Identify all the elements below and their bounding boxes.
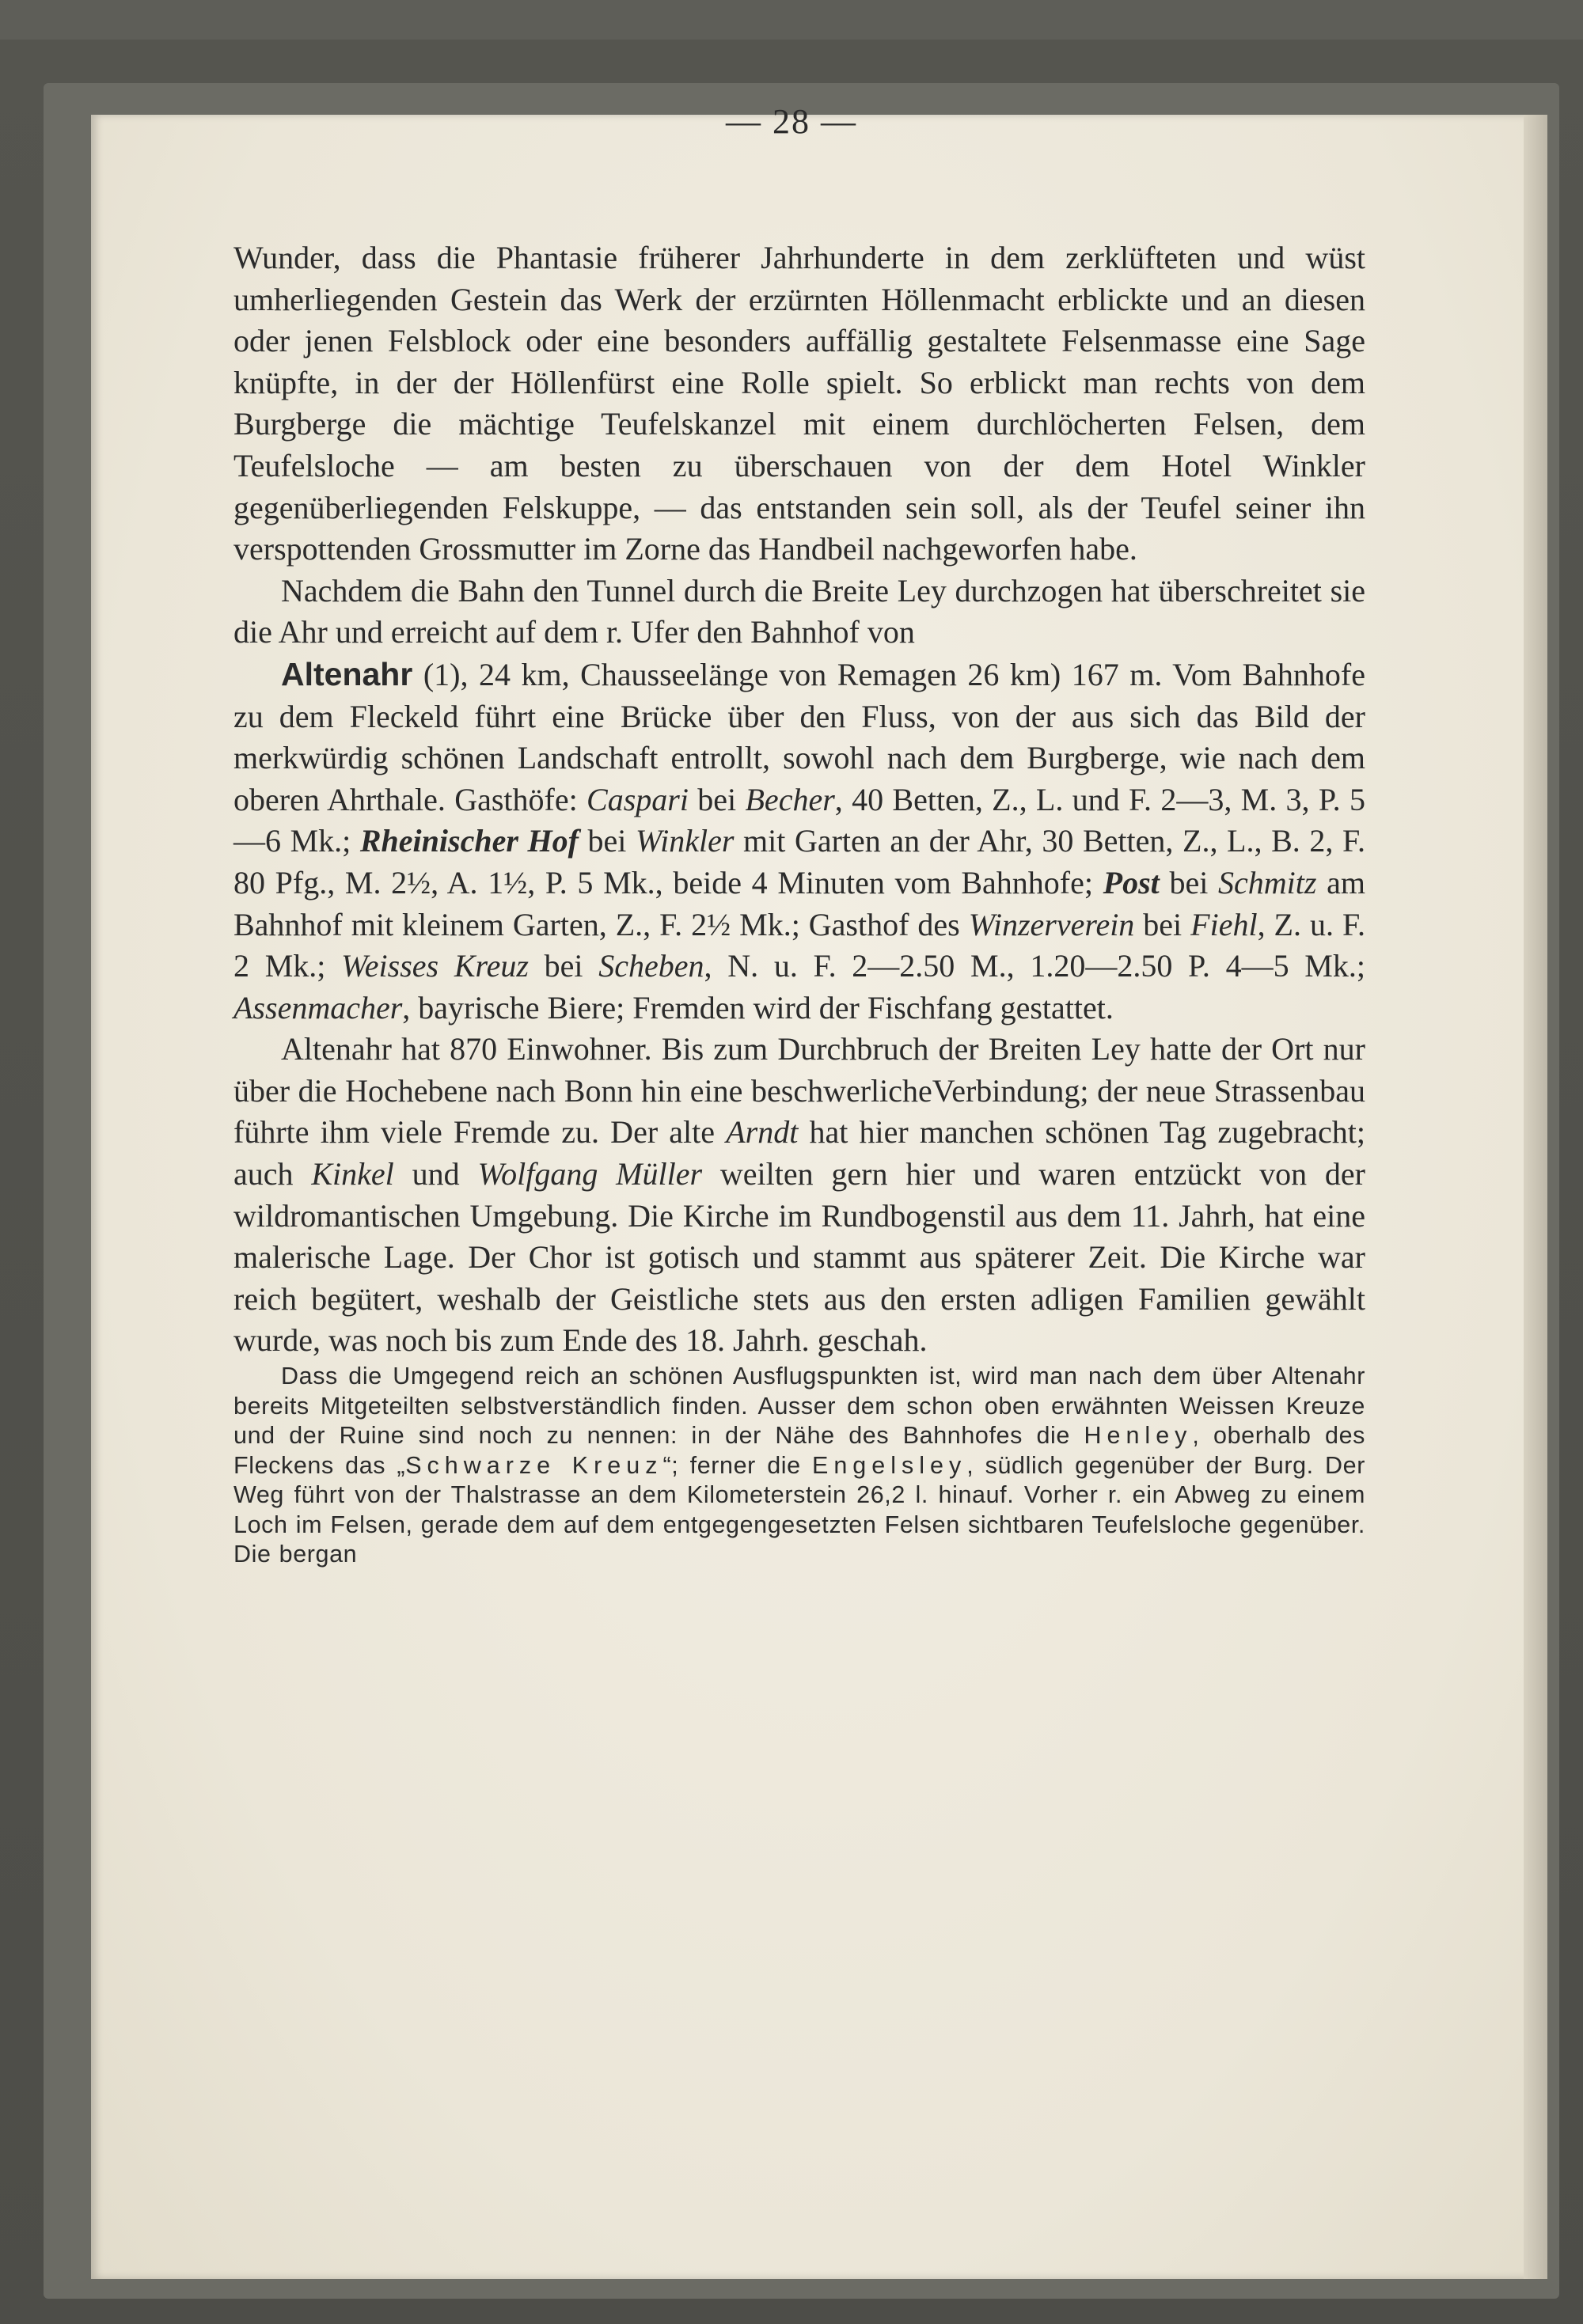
spaced-place-name: Schwarze Kreuz [405,1451,663,1479]
paragraph-5-small: Dass die Umgegend reich an schönen Ausflugspunkten ist, wird man nach dem über Altenahr bereits Mitgeteilten selbstverständlich finden. Ausser dem schon oben erwähnten Weissen Kreuze und der Ruine sind noch zu nennen: in der Nähe des Bahnhofes die Henley, oberhalb des Fleckens das „Schwarze Kreuz“; ferner die Engelsley, südlich gegenüber der Burg. Der Weg führt von der Thalstrasse an dem Kilometerstein 26,2 l. hinauf. Vorher r. ein Abweg zu einem Loch im Felsen, gerade dem auf dem entgegengesetzten Felsen sichtbaren Teufelsloche gegenüber. Die bergan [233,1363,1365,1568]
hotel-name: Assenmacher [233,989,403,1026]
page-text [233,237,1365,1570]
paragraph-3: Altenahr (1), 24 km, Chausseelänge von Remagen 26 km) 167 m. Vom Bahnhofe zu dem Fleckeld führt eine Brücke über den Fluss, von der aus sich das Bild der merkwürdig schönen Landschaft entrollt, sowohl nach dem Burgberge, wie nach dem oberen Ahrthale. Gasthöfe: Caspari bei Becher, 40 Betten, Z., L. und F. 2—3, M. 3, P. 5—6 Mk.; Rheinischer Hof bei Winkler mit Garten an der Ahr, 30 Betten, Z., L., B. 2, F. 80 Pfg., M. 2½, A. 1½, P. 5 Mk., beide 4 Minuten vom Bahnhofe; Post bei Schmitz am Bahnhof mit kleinem Garten, Z., F. 2½ Mk.; Gasthof des Winzerverein bei Fiehl, Z. u. F. 2 Mk.; Weisses Kreuz bei Scheben, N. u. F. 2—2.50 M., 1.20—2.50 P. 4—5 Mk.; Assenmacher, bayrische Biere; Fremden wird der Fischfang gestattet. [233,655,1366,1026]
paragraph-2: Nachdem die Bahn den Tunnel durch die Breite Ley durchzogen hat überschreitet sie die Ahr und erreicht auf dem r. Ufer den Bahnhof von [233,572,1365,650]
paragraph-4: Altenahr hat 870 Einwohner. Bis zum Durchbruch der Breiten Ley hatte der Ort nur über die Hochebene nach Bonn hin eine beschwerlicheVerbindung; der neue Strassenbau führte ihm viele Fremde zu. Der alte Arndt hat hier manchen schönen Tag zugebracht; auch Kinkel und Wolfgang Müller weilten gern hier und waren entzückt von der wildromantischen Umgebung. Die Kirche im Rundbogenstil aus dem 11. Jahrh, hat eine malerische Lage. Der Chor ist gotisch und stammt aus späterer Zeit. Die Kirche war reich begütert, weshalb der Geistliche stets aus den ersten adligen Familien gewählt wurde, was noch bis zum Ende des 18. Jahrh. geschah. [233,1031,1365,1359]
person-name: Kinkel [311,1156,394,1192]
hotel-name: Post [1103,864,1160,900]
hotel-name: Weisses Kreuz [341,948,529,984]
paragraph-1: Wunder, dass die Phantasie früherer Jahrhunderte in dem zerklüfteten und wüst umherliegenden Gestein das Werk der erzürnten Höllenmacht erblickte und an diesen oder jenen Felsblock oder eine besonders auffällig gestaltete Felsenmasse eine Sage knüpfte, in der der Höllenfürst eine Rolle spielt. So erblickt man rechts von dem Burgberge die mächtige Teufelskanzel mit einem durchlöcherten Felsen, dem Teufelsloche — am besten zu überschauen von der dem Hotel Winkler gegenüberliegenden Felskuppe, — das entstanden sein soll, als der Teufel seiner ihn verspottenden Grossmutter im Zorne das Handbeil nachgeworfen habe. [233,240,1365,567]
owner-name: Becher [745,781,835,817]
place-heading: Altenahr [281,655,413,692]
owner-name: Winkler [636,823,735,859]
spaced-place-name: Engelsley [812,1451,967,1479]
spaced-place-name: Henley [1084,1422,1193,1450]
page-number: — 28 — [726,102,857,141]
owner-name: Scheben [598,948,704,984]
hotel-name: Winzerverein [968,906,1135,942]
page-edge [1524,115,1547,2279]
owner-name: Fiehl [1190,906,1258,942]
person-name: Arndt [726,1114,799,1151]
hotel-name: Rheinischer Hof [359,823,579,859]
owner-name: Schmitz [1218,864,1317,900]
hotel-name: Caspari [587,781,689,817]
person-name: Wolfgang Müller [477,1156,703,1192]
